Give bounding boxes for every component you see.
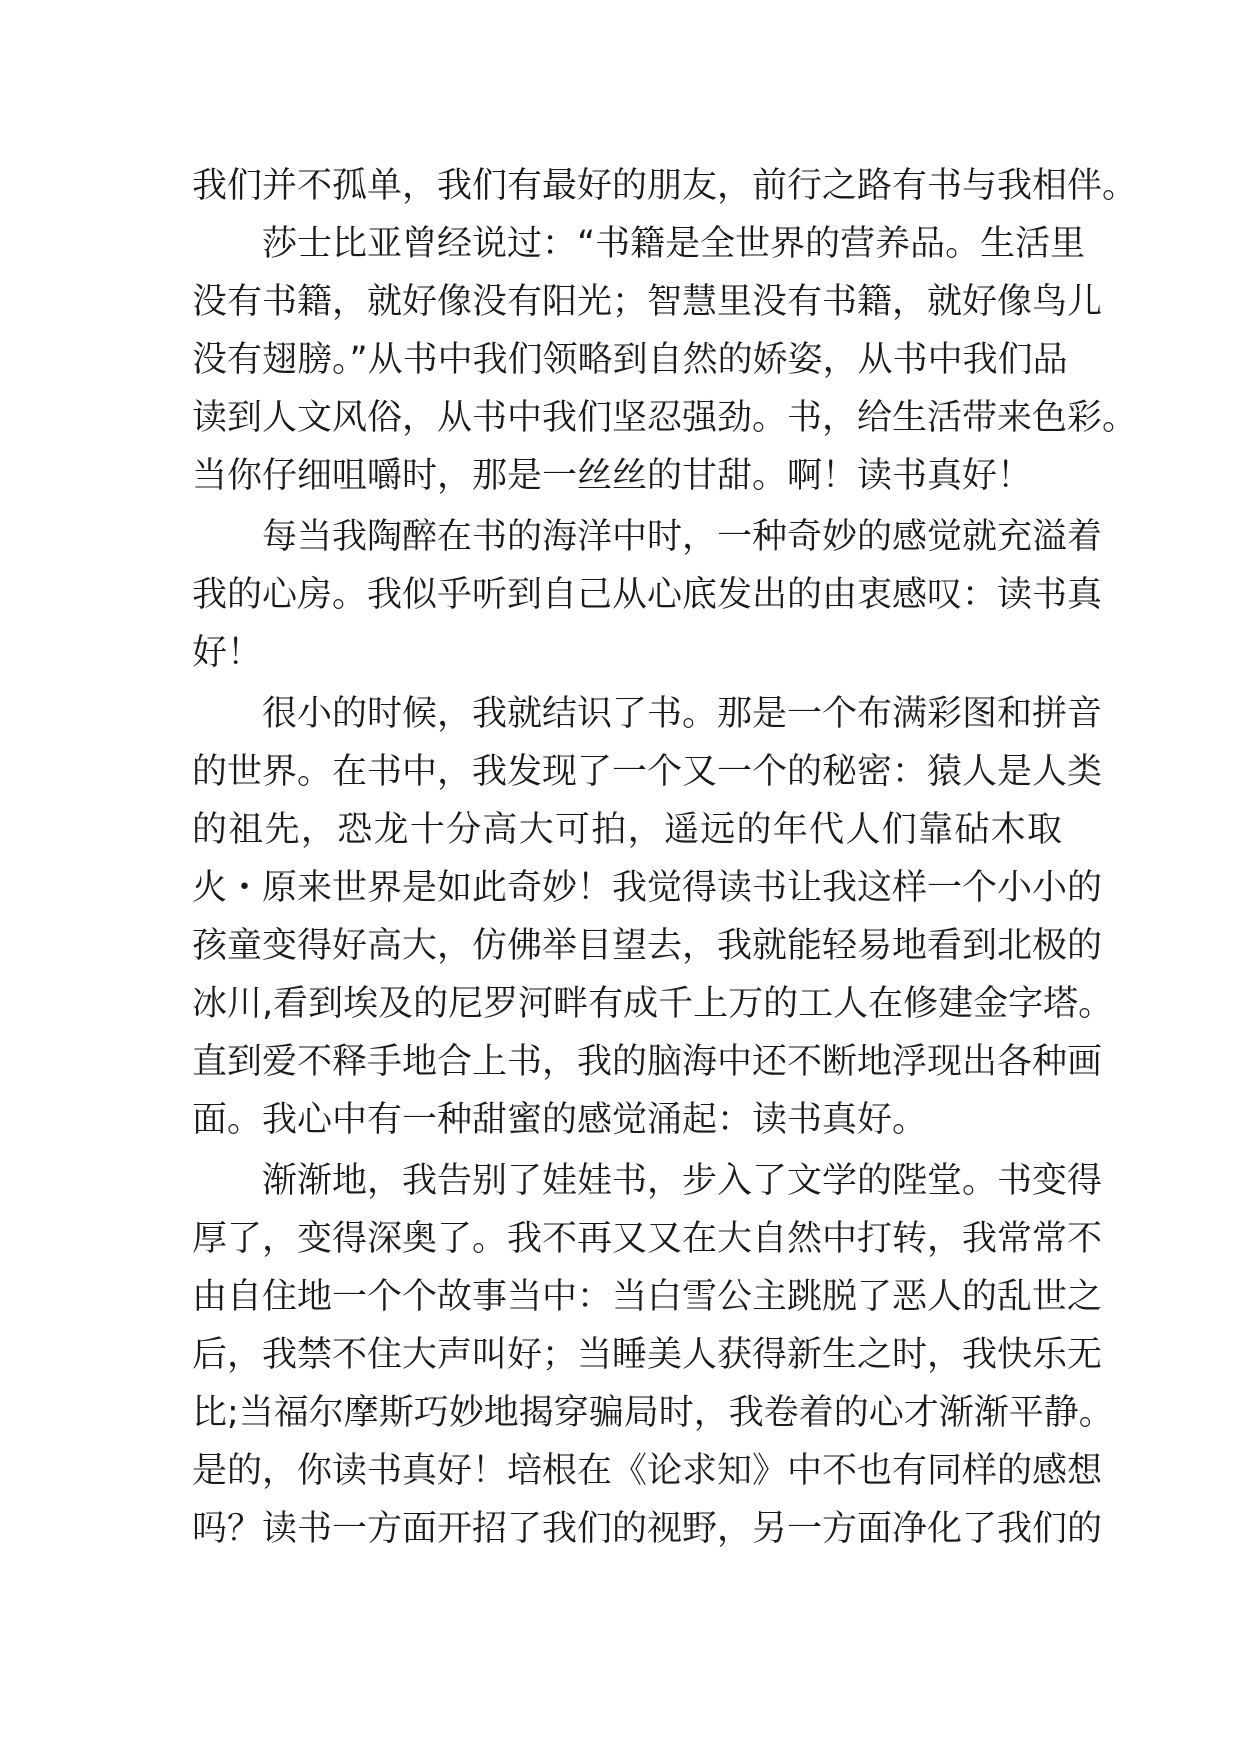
paragraph-line: 后，我禁不住大声叫好；当睡美人获得新生之时，我快乐无 xyxy=(192,1335,1103,1375)
paragraph-line: 没有书籍，就好像没有阳光；智慧里没有书籍，就好像鸟儿 xyxy=(192,282,1103,322)
paragraph-line: 孩童变得好高大，仿佛举目望去，我就能轻易地看到北极的 xyxy=(192,926,1103,966)
paragraph-line: 比;当福尔摩斯巧妙地揭穿骗局时，我卷着的心才渐渐平静。 xyxy=(192,1393,1114,1433)
paragraph-line: 当你仔细咀嚼时，那是一丝丝的甘甜。啊！读书真好！ xyxy=(192,456,1033,496)
paragraph-line: 的世界。在书中，我发现了一个又一个的秘密：猿人是人类 xyxy=(192,752,1103,792)
paragraph-line: 我的心房。我似乎听到自己从心底发出的由衷感叹：读书真 xyxy=(192,575,1103,615)
paragraph-line: 莎士比亚曾经说过：“书籍是全世界的营养品。生活里 xyxy=(262,224,1086,264)
paragraph-line: 读到人文风俗，从书中我们坚忍强劲。书，给生活带来色彩。 xyxy=(192,398,1138,438)
paragraph-line: 渐渐地，我告别了娃娃书，步入了文学的陛堂。书变得 xyxy=(262,1161,1103,1201)
paragraph-line: 我们并不孤单，我们有最好的朋友，前行之路有书与我相伴。 xyxy=(192,166,1138,206)
paragraph-line: 冰川,看到埃及的尼罗河畔有成千上万的工人在修建金字塔。 xyxy=(192,984,1114,1024)
paragraph-line: 面。我心中有一种甜蜜的感觉涌起：读书真好。 xyxy=(192,1100,928,1140)
paragraph-line: 没有翅膀。”从书中我们领略到自然的娇姿，从书中我们品 xyxy=(192,340,1068,380)
paragraph-line: 火・原来世界是如此奇妙！我觉得读书让我这样一个小小的 xyxy=(192,868,1103,908)
paragraph-line: 每当我陶醉在书的海洋中时，一种奇妙的感觉就充溢着 xyxy=(262,517,1103,557)
paragraph-line: 的祖先，恐龙十分高大可拍，遥远的年代人们靠砧木取 xyxy=(192,810,1062,850)
paragraph-line: 很小的时候，我就结识了书。那是一个布满彩图和拼音 xyxy=(262,694,1103,734)
paragraph-line: 直到爱不释手地合上书，我的脑海中还不断地浮现出各种画 xyxy=(192,1042,1103,1082)
paragraph-line: 是的，你读书真好！培根在《论求知》中不也有同样的感想 xyxy=(192,1451,1103,1491)
paragraph-line: 由自住地一个个故事当中：当白雪公主跳脱了恶人的乱世之 xyxy=(192,1277,1103,1317)
paragraph-line: 好！ xyxy=(192,633,263,673)
paragraph-line: 厚了，变得深奥了。我不再又又在大自然中打转，我常常不 xyxy=(192,1219,1103,1259)
paragraph-line: 吗？读书一方面开招了我们的视野，另一方面净化了我们的 xyxy=(192,1509,1103,1549)
